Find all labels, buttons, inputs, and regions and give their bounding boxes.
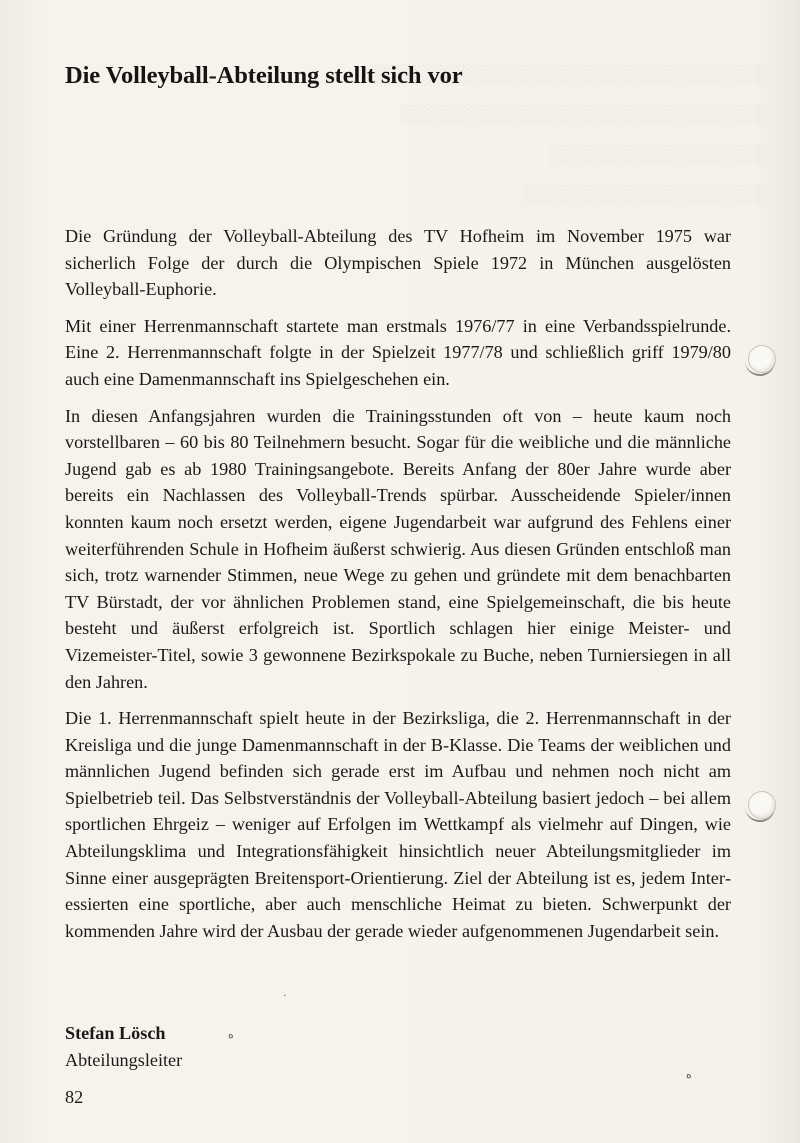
paragraph-teams-start: Mit einer Herrenmannschaft startete man erstmals 1976/77 in eine Verbandsspielrunde. Eine 2. Herrenmannschaft folgte in der Spielzeit 1977/78 und schließlich griff 1979/80 auch eine Damenmannschaft ins Spielgeschehen ein.	[65, 315, 731, 389]
bleed-through-text: ░░░░░░░░░░░░░░░░░░░░░░░░░░░░░ ░░░░░░░░░░░░░░░░░░░░░░░░░░░ ░░░░░░░░░░░░░░░░ ░░░░░░░░░░░░░░░░░░	[374, 65, 765, 206]
punch-hole-icon	[748, 345, 776, 373]
page-number: 82	[65, 1087, 84, 1107]
paragraph-early-years: In diesen Anfangsjahren wurden die Trainingsstunden oft von – heute kaum noch vorstellbaren – 60 bis 80 Teilnehmern besucht. Sogar für die weibliche und die männliche Jugend gab es ab 1980 Trainingsangebote. Bereits Anfang der 80er Jahre wurde aber bereits ein Nachlassen des Volleyball-Trends spürbar. Ausscheidende Spieler/innen konnten kaum noch ersetzt werden, eigene Jugendarbeit war aufgrund des Fehlens einer weiterführenden Schule in Hofheim äußerst schwierig. Aus diesen Gründen entschloß man sich, trotz warnender Stimmen, neue Wege zu gehen und gründete mit dem benachbarten TV Bürstadt, der vor ähnlichen Problemen stand, eine Spielgemeinschaft, die bis heute besteht und äußerst erfolgreich ist. Sportlich schlagen hier einige Meister- und Vizemeister-Titel, sowie 3 gewonnene Bezirkspokale zu Buche, neben Turniersiegen in all den Jahren.	[65, 405, 731, 692]
signature-block	[65, 1020, 182, 1073]
page-title: Die Volleyball-Abteilung stellt sich vor	[65, 62, 463, 89]
ink-speck-icon: ·	[283, 990, 287, 1002]
ink-speck-icon: ه	[686, 1069, 692, 1081]
paragraph-founding: Die Gründung der Volleyball-Abteilung des TV Hofheim im November 1975 war sicherlich Folge der durch die Olympischen Spiele 1972 in München ausgelösten Volleyball-Euphorie.	[65, 226, 731, 300]
signature-name: Stefan Lösch	[65, 1023, 166, 1043]
paragraph-today: Die 1. Herrenmannschaft spielt heute in der Bezirksliga, die 2. Herrenmannschaft in der Kreisliga und die junge Damenmannschaft in der B-Klasse. Die Teams der weiblichen und männlichen Jugend befinden sich gerade erst im Aufbau und nehmen noch nicht am Spielbetrieb teil. Das Selbstverständnis der Volleyball-Abteilung basiert jedoch – bei allem sportlichen Ehrgeiz – weniger auf Erfolgen im Wettkampf als vielmehr auf Dingen, wie Abteilungsklima und Integrationsfähigkeit hinsichtlich neuer Abteilungsmitglieder im Sinne einer ausgeprägten Breitensport-Orientierung. Ziel der Abteilung ist es, jedem Interessierten eine sportliche, aber auch menschliche Heimat zu bieten. Schwerpunkt der kommenden Jahre wird der Ausbau der gerade wieder aufgenommenen Jugendarbeit sein.	[65, 708, 731, 941]
punch-hole-icon	[748, 791, 776, 819]
signature-role: Abteilungsleiter	[65, 1049, 183, 1070]
article-body	[65, 223, 731, 954]
ink-speck-icon: ه	[228, 1029, 234, 1041]
